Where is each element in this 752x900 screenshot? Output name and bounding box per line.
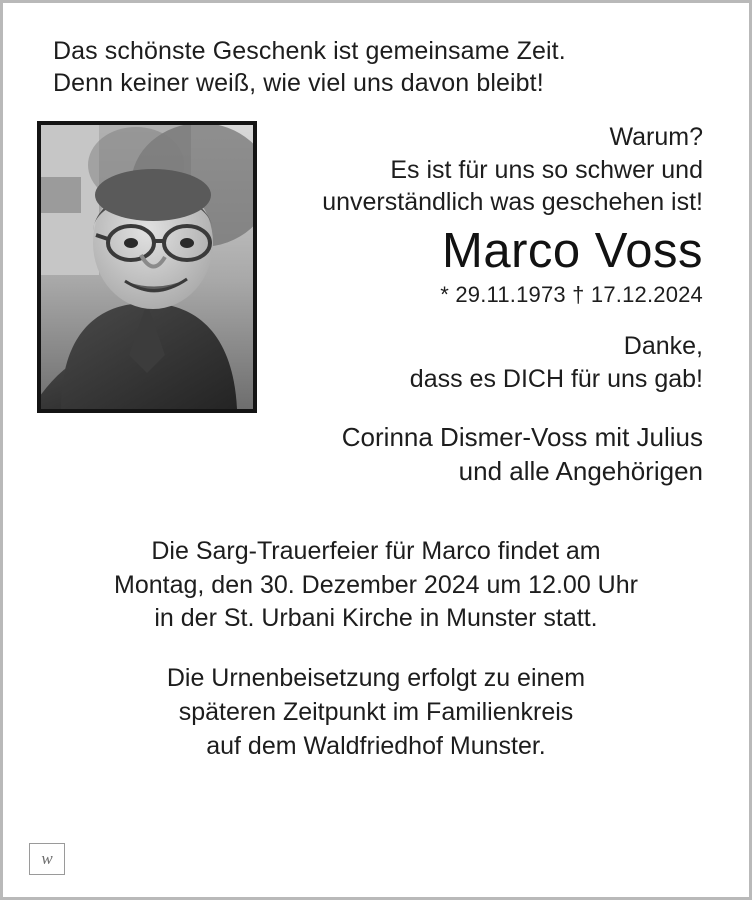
quote-block <box>53 35 721 99</box>
warum-line: Warum? <box>609 123 703 151</box>
danke-line: dass es DICH für uns gab! <box>409 364 703 393</box>
body-area <box>31 121 721 489</box>
lower-section <box>31 535 721 764</box>
quote-line: Das schönste Geschenk ist gemeinsame Zeit. <box>53 37 566 65</box>
danke-line: Danke, <box>623 332 703 361</box>
urn-line: Die Urnenbeisetzung erfolgt zu einem <box>166 664 586 693</box>
ceremony-line: Montag, den 30. Dezember 2024 um 12.00 Uhr <box>114 570 638 599</box>
right-column <box>267 121 721 489</box>
urn-line: auf dem Waldfriedhof Munster. <box>206 731 546 760</box>
danke-block <box>267 330 703 395</box>
ceremony-line: in der St. Urbani Kirche in Munster statt. <box>154 604 598 633</box>
urn-line: späteren Zeitpunkt im Familienkreis <box>178 697 574 726</box>
family-block <box>267 421 703 489</box>
warum-block <box>267 121 703 219</box>
ceremony-line: Die Sarg-Trauerfeier für Marco findet am <box>151 536 601 565</box>
warum-line: unverständlich was geschehen ist! <box>322 188 703 216</box>
publisher-logo: w <box>29 843 65 875</box>
deceased-name: Marco Voss <box>442 223 703 278</box>
life-dates: * 29.11.1973 † 17.12.2024 <box>440 282 703 308</box>
ceremony-block <box>51 535 701 636</box>
portrait-frame <box>37 121 257 413</box>
family-line: Corinna Dismer-Voss mit Julius <box>341 422 703 453</box>
warum-line: Es ist für uns so schwer und <box>390 155 703 184</box>
portrait-photo <box>41 125 253 409</box>
quote-line: Denn keiner weiß, wie viel uns davon bleibt! <box>53 69 544 97</box>
family-line: und alle Angehörigen <box>458 456 703 487</box>
urn-block <box>51 662 701 763</box>
